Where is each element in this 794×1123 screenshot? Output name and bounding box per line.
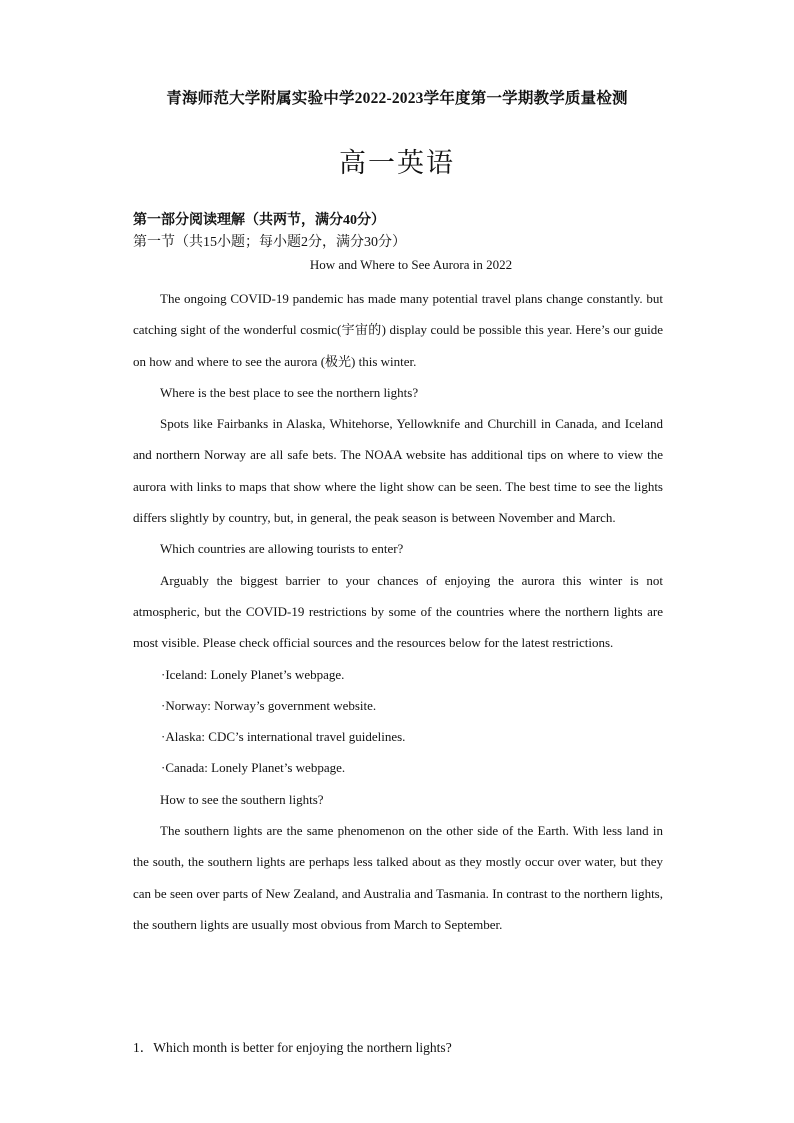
resource-item: ·Canada: Lonely Planet’s webpage. xyxy=(161,760,346,776)
paragraph: The southern lights are the same phenomenon on the other side of the Earth. With less land in the south, the southern lights are perhaps less talked about as they mostly occur over water, but they can be seen over parts of New Zealand, and Australia and Tasmania. In contrast to the northern lights, the southern lights are usually most obvious from March to September. xyxy=(133,823,663,932)
passage-body xyxy=(133,283,663,940)
part-heading: 第一部分阅读理解（共两节，满分40分） xyxy=(133,213,385,228)
resource-item: ·Norway: Norway’s government website. xyxy=(161,697,377,713)
paragraph: The ongoing COVID-19 pandemic has made many potential travel plans change constantly. but catching sight of the wonderful cosmic(宇宙的) display could be possible this year. Here’s our guide on how and where to see the aurora (极光) this winter. xyxy=(133,291,663,369)
paragraph: Arguably the biggest barrier to your chances of enjoying the aurora this winter is not atmospheric, but the COVID-19 restrictions by some of the countries where the northern lights are most visible. Please check official sources and the resources below for the latest restrictions. xyxy=(133,572,663,651)
question-1: 1．Which month is better for enjoying the northern lights? xyxy=(133,1040,452,1055)
paragraph: Spots like Fairbanks in Alaska, Whitehorse, Yellowknife and Churchill in Canada, and Iceland and northern Norway are all safe bets. The NOAA website has additional tips on where to view the aurora with links to maps that show where the light show can be seen. The best time to see the lights differs slightly by country, but, in general, the peak season is between November and March. xyxy=(133,416,663,526)
passage-title: How and Where to See Aurora in 2022 xyxy=(309,257,513,272)
question-heading: Which countries are allowing tourists to enter? xyxy=(160,541,404,557)
question-heading: Where is the best place to see the northern lights? xyxy=(160,384,419,400)
exam-title: 高一英语 xyxy=(339,148,455,178)
resource-item: ·Iceland: Lonely Planet’s webpage. xyxy=(161,666,345,682)
resource-item: ·Alaska: CDC’s international travel guidelines. xyxy=(161,729,406,745)
question-heading: How to see the southern lights? xyxy=(160,791,324,807)
school-title: 青海师范大学附属实验中学2022-2023学年度第一学期教学质量检测 xyxy=(166,90,628,107)
section-subheading: 第一节（共15小题；每小题2分，满分30分） xyxy=(133,235,406,250)
